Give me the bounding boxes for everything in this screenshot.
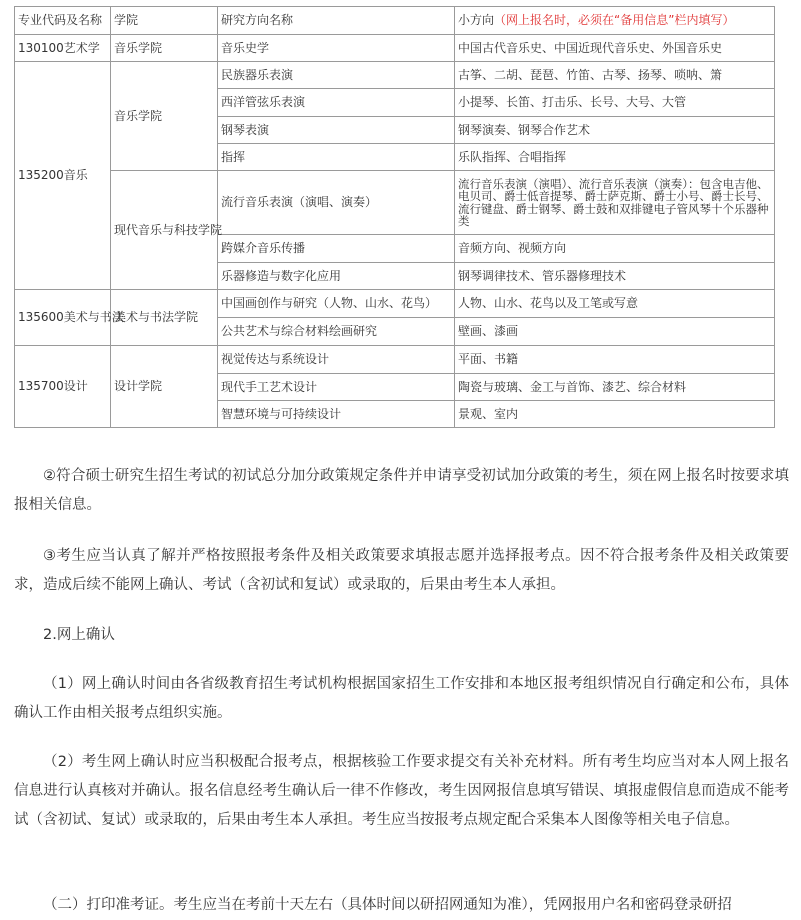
school-cell: 现代音乐与科技学院 — [111, 171, 218, 290]
school-cell: 音乐学院 — [111, 62, 218, 171]
header-direction: 研究方向名称 — [218, 7, 455, 35]
paragraph-print-admission-ticket: （二）打印准考证。考生应当在考前十天左右（具体时间以研招网通知为准），凭网报用户名和密码登录研招 — [43, 897, 732, 913]
school-cell: 音乐学院 — [111, 35, 218, 62]
sub-direction-cell: 壁画、漆画 — [455, 318, 775, 346]
direction-cell: 音乐史学 — [218, 35, 455, 62]
table-row — [15, 35, 775, 62]
header-code: 专业代码及名称 — [15, 7, 111, 35]
direction-cell: 民族器乐表演 — [218, 62, 455, 89]
code-cell: 135200音乐 — [15, 62, 111, 290]
sub-direction-cell: 音频方向、视频方向 — [455, 235, 775, 263]
header-sub-label: 小方向 — [458, 13, 495, 27]
paragraph-bonus-policy: ②符合硕士研究生招生考试的初试总分加分政策规定条件并申请享受初试加分政策的考生，须在网上报名时按要求填报相关信息。 — [14, 468, 789, 513]
sub-direction-cell: 陶瓷与玻璃、金工与首饰、漆艺、综合材料 — [455, 374, 775, 401]
section-heading-online-confirmation: 2.网上确认 — [43, 627, 115, 643]
sub-direction-cell: 乐队指挥、合唱指挥 — [455, 144, 775, 171]
table-header-row — [15, 7, 775, 35]
paragraph-application-requirements: ③考生应当认真了解并严格按照报考条件及相关政策要求填报志愿并选择报考点。因不符合报考条件及相关政策要求，造成后续不能网上确认、考试（含初试和复试）或录取的，后果由考生本人承担。 — [14, 548, 789, 593]
paragraph-confirmation-process: （2）考生网上确认时应当积极配合报考点，根据核验工作要求提交有关补充材料。所有考生均应当对本人网上报名信息进行认真核对并确认。报名信息经考生确认后一律不作修改，考生因网报信息填写错误、填报虚假信息而造成不能考试（含初试、复试）或录取的，后果由考生本人承担。考生应当按报考点规定配合采集本人图像等相关电子信息。 — [14, 754, 789, 828]
sub-direction-cell: 平面、书籍 — [455, 346, 775, 374]
header-sub-note: （网上报名时，必须在“备用信息”栏内填写） — [494, 13, 735, 27]
header-school: 学院 — [111, 7, 218, 35]
direction-cell: 视觉传达与系统设计 — [218, 346, 455, 374]
direction-cell: 公共艺术与综合材料绘画研究 — [218, 318, 455, 346]
header-sub-direction — [455, 7, 775, 35]
majors-table — [14, 6, 775, 428]
table-row — [15, 171, 775, 235]
direction-cell: 中国画创作与研究（人物、山水、花鸟） — [218, 290, 455, 318]
table-row — [15, 62, 775, 89]
direction-cell: 流行音乐表演（演唱、演奏） — [218, 171, 455, 235]
paragraph-confirmation-time: （1）网上确认时间由各省级教育招生考试机构根据国家招生工作安排和本地区报考组织情况自行确定和公布，具体确认工作由相关报考点组织实施。 — [14, 676, 789, 721]
sub-direction-cell: 钢琴调律技术、管乐器修理技术 — [455, 263, 775, 290]
direction-cell: 乐器修造与数字化应用 — [218, 263, 455, 290]
table-row — [15, 290, 775, 318]
school-cell: 美术与书法学院 — [111, 290, 218, 346]
sub-direction-cell: 古筝、二胡、琵琶、竹笛、古琴、扬琴、唢呐、箫 — [455, 62, 775, 89]
code-cell: 135700设计 — [15, 346, 111, 428]
sub-direction-cell: 流行音乐表演（演唱）、流行音乐表演（演奏）：包含电吉他、电贝司、爵士低音提琴、爵士萨克斯、爵士小号、爵士长号、流行键盘、爵士钢琴、爵士鼓和双排键电子管风琴十个乐器种类 — [455, 171, 775, 235]
sub-direction-cell: 钢琴演奏、钢琴合作艺术 — [455, 117, 775, 144]
sub-direction-cell: 中国古代音乐史、中国近现代音乐史、外国音乐史 — [455, 35, 775, 62]
table-row — [15, 346, 775, 374]
sub-direction-cell: 景观、室内 — [455, 401, 775, 428]
direction-cell: 指挥 — [218, 144, 455, 171]
direction-cell: 西洋管弦乐表演 — [218, 89, 455, 117]
sub-direction-cell: 小提琴、长笛、打击乐、长号、大号、大管 — [455, 89, 775, 117]
direction-cell: 钢琴表演 — [218, 117, 455, 144]
sub-direction-cell: 人物、山水、花鸟以及工笔或写意 — [455, 290, 775, 318]
direction-cell: 跨媒介音乐传播 — [218, 235, 455, 263]
direction-cell: 现代手工艺术设计 — [218, 374, 455, 401]
code-cell: 130100艺术学 — [15, 35, 111, 62]
direction-cell: 智慧环境与可持续设计 — [218, 401, 455, 428]
code-cell: 135600美术与书法 — [15, 290, 111, 346]
school-cell: 设计学院 — [111, 346, 218, 428]
